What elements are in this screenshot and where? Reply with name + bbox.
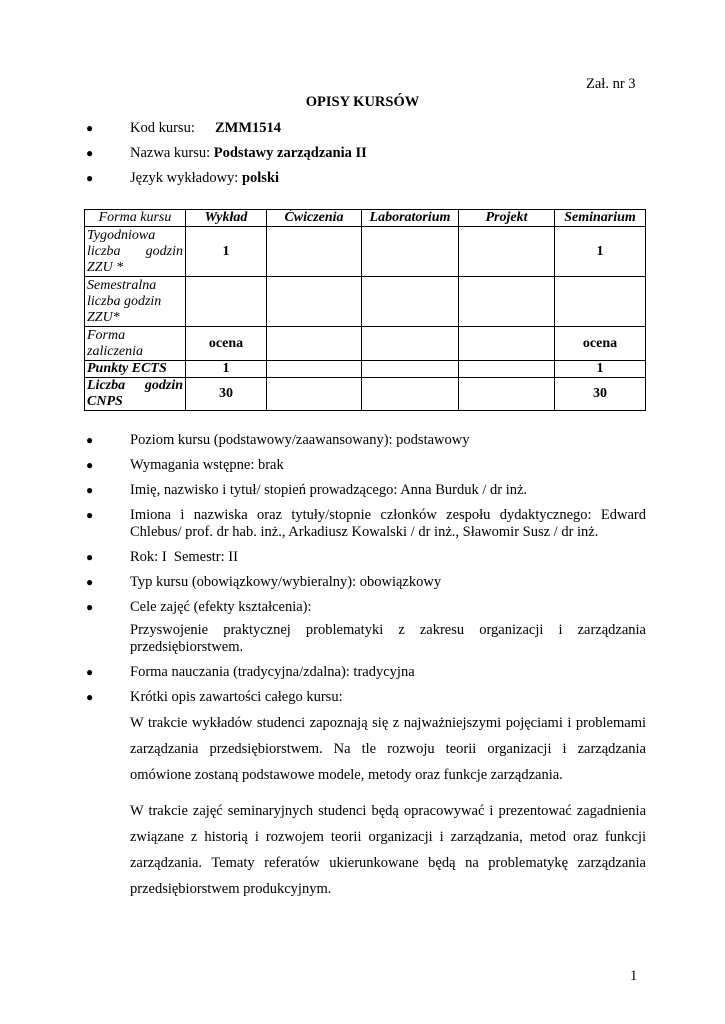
annex-label: Zał. nr 3 [586,76,636,92]
table-cell: 30 [555,378,646,411]
table-cell [267,361,362,378]
course-hours-table [84,209,646,411]
table-cell [459,277,555,327]
teaching-team: Imiona i nazwiska oraz tytuły/stopnie członków zespołu dydaktycznego: Edward Chlebus/ prof. dr hab. inż., Arkadiusz Kowalski / dr inż., Sławomir Susz / dr inż. [130,507,646,540]
header-cell-exercises: Ćwiczenia [267,210,362,227]
list-item [86,574,646,591]
bullet-icon: ● [86,121,94,135]
list-item [86,507,646,541]
bullet-icon: ● [86,690,94,704]
table-cell: 1 [186,227,267,277]
bullet-icon: ● [86,483,94,497]
row-label-weekly-hours: Tygodniowa liczba godzin ZZU * [85,227,186,277]
course-name-label: Nazwa kursu: [130,145,214,161]
table-cell [459,227,555,277]
course-name-value: Podstawy zarządzania II [213,145,367,161]
table-cell [267,327,362,361]
table-row [85,327,646,361]
bullet-icon: ● [86,458,94,472]
teaching-mode: Forma nauczania (tradycyjna/zdalna): tradycyjna [130,664,415,680]
table-cell: ocena [555,327,646,361]
bullet-icon: ● [86,550,94,564]
table-cell [459,378,555,411]
bullet-icon: ● [86,508,94,522]
language-value: polski [241,170,280,186]
goals-label: Cele zajęć (efekty kształcenia): [130,599,312,615]
table-cell [459,327,555,361]
table-cell [362,227,459,277]
header-cell-form: Forma kursu [85,210,186,227]
list-item [86,599,646,656]
table-cell: ocena [186,327,267,361]
bullet-icon: ● [86,665,94,679]
course-details-list [86,432,646,910]
table-cell: 30 [186,378,267,411]
list-item [86,118,646,143]
course-info-list [86,118,646,193]
table-cell [267,378,362,411]
table-cell [362,361,459,378]
course-code-label: Kod kursu: [130,120,195,136]
course-code-value: ZMM1514 [215,120,282,136]
table-row [85,378,646,411]
list-item [86,143,646,168]
bullet-icon: ● [86,171,94,185]
table-cell [267,277,362,327]
header-cell-lecture: Wykład [186,210,267,227]
list-item [86,482,646,499]
table-row [85,361,646,378]
bullet-icon: ● [86,433,94,447]
list-item [86,457,646,474]
table-row [85,277,646,327]
table-cell [362,378,459,411]
description-lectures: W trakcie wykładów studenci zapoznają się z najważniejszymi pojęciami i problemami zarządzania przedsiębiorstwem. Na tle rozwoju teorii organizacji i zarządzania omówione zostaną podstawowe modele, metody oraz funkcje zarządzania. [130,715,646,783]
course-type: Typ kursu (obowiązkowy/wybieralny): obowiązkowy [130,574,442,590]
table-cell [267,227,362,277]
table-cell: 1 [186,361,267,378]
table-row [85,227,646,277]
goals-text: Przyswojenie praktycznej problematyki z zakresu organizacji i zarządzania przedsiębiorstwem. [130,622,646,655]
lecturer: Imię, nazwisko i tytuł/ stopień prowadzącego: Anna Burduk / dr inż. [130,482,528,498]
header-cell-seminar: Seminarium [555,210,646,227]
bullet-icon: ● [86,146,94,160]
year-semester: Rok: I Semestr: II [130,549,238,565]
course-level: Poziom kursu (podstawowy/zaawansowany): podstawowy [130,432,470,448]
prerequisites: Wymagania wstępne: brak [130,457,284,473]
list-item [86,549,646,566]
row-label-semester-hours: Semestralna liczba godzin ZZU* [85,277,186,327]
list-item [86,664,646,681]
list-item [86,432,646,449]
bullet-icon: ● [86,600,94,614]
table-cell: 1 [555,361,646,378]
list-item [86,168,646,193]
row-label-assessment: Forma zaliczenia [85,327,186,361]
description-seminars: W trakcie zajęć seminaryjnych studenci będą opracowywać i prezentować zagadnienia związane z historią i rozwojem teorii organizacji i zarządzania, metod oraz funkcji zarządzania. Tematy referatów ukierunkowane będą na problematykę zarządzania przedsiębiorstwem produkcyjnym. [130,803,646,897]
header-cell-laboratory: Laboratorium [362,210,459,227]
table-cell [459,361,555,378]
row-label-cnps: Liczba godzin CNPS [85,378,186,411]
table-header-row [85,210,646,227]
list-item [86,689,646,902]
page-title: OPISY KURSÓW [305,94,420,110]
table-cell [362,327,459,361]
page-number: 1 [630,968,638,984]
table-cell: 1 [555,227,646,277]
language-label: Język wykładowy: [130,170,242,186]
table-cell [186,277,267,327]
description-label: Krótki opis zawartości całego kursu: [130,689,343,705]
table-cell [555,277,646,327]
table-cell [362,277,459,327]
bullet-icon: ● [86,575,94,589]
row-label-ects: Punkty ECTS [85,361,186,378]
header-cell-project: Projekt [459,210,555,227]
